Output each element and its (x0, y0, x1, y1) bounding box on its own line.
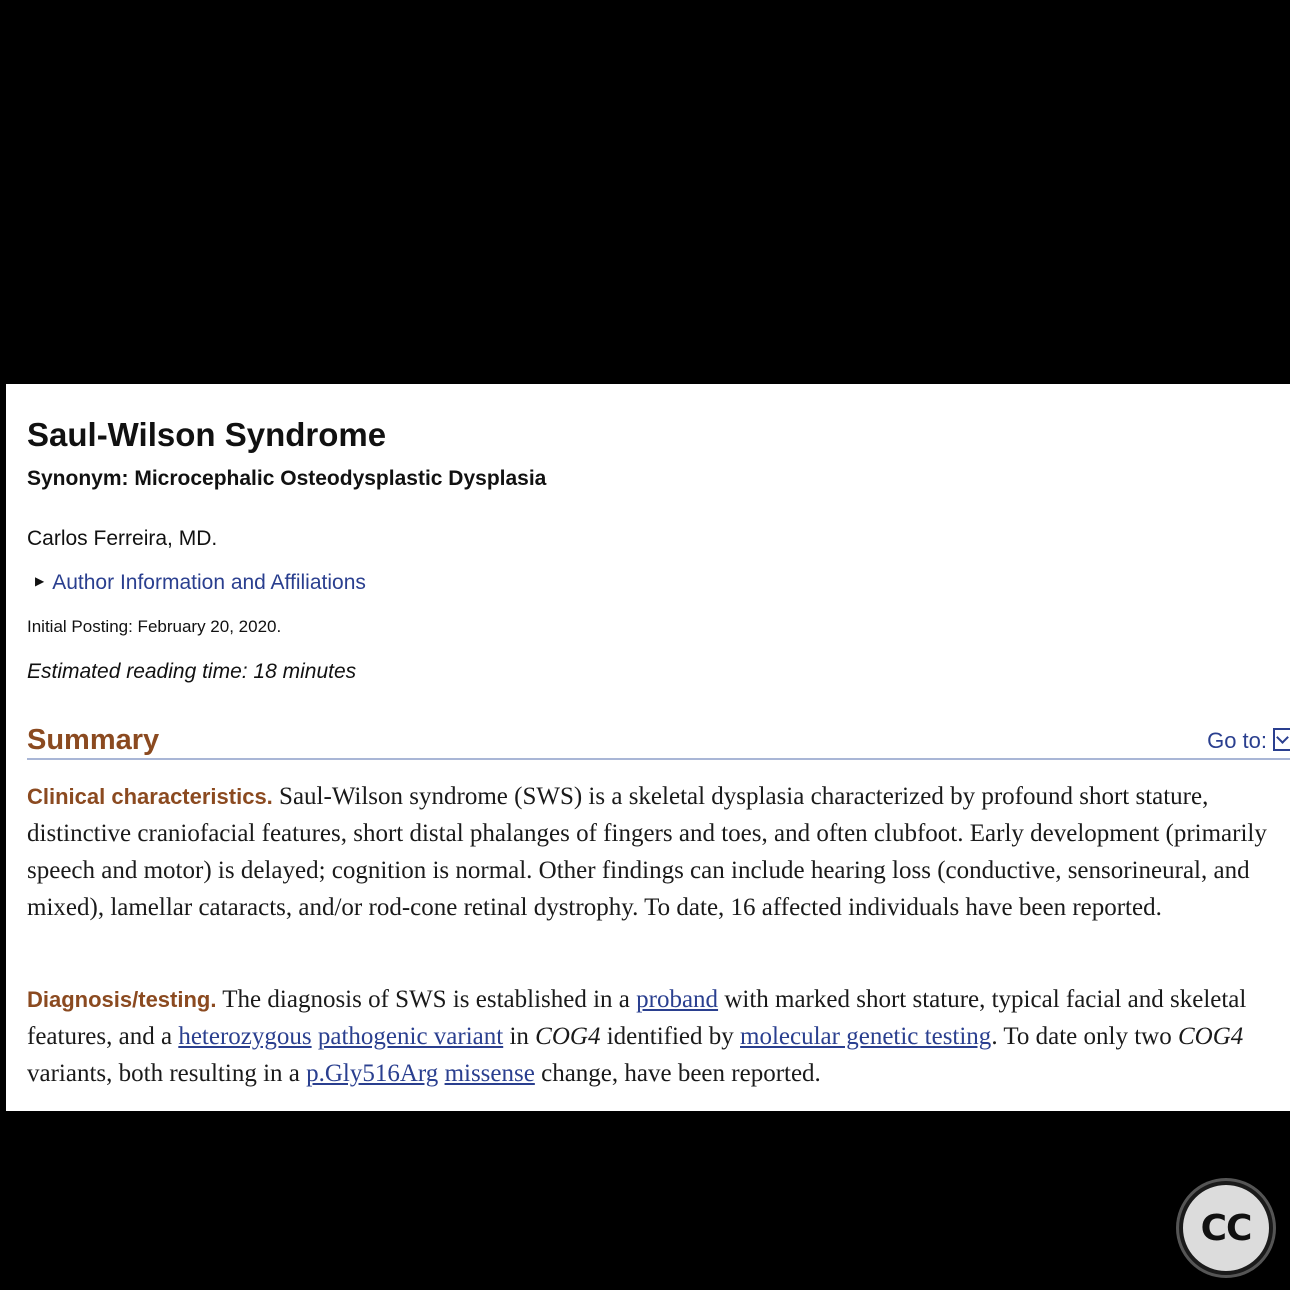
text-segment: in (503, 1023, 536, 1050)
link-missense[interactable]: missense (444, 1060, 535, 1087)
diagnosis-testing-label: Diagnosis/testing. (27, 987, 217, 1012)
author-name: Carlos Ferreira, MD. (27, 527, 218, 550)
document-page (6, 384, 1290, 1111)
text-segment: change, have been reported. (534, 1060, 821, 1087)
author-affiliations-toggle[interactable] (35, 571, 366, 595)
clinical-characteristics-paragraph (27, 778, 1290, 926)
link-molecular-genetic-testing[interactable]: molecular genetic testing (740, 1023, 992, 1050)
initial-posting: Initial Posting: February 20, 2020. (27, 617, 282, 636)
goto-dropdown[interactable] (1207, 728, 1290, 754)
gene-name: COG4 (1177, 1023, 1244, 1050)
closed-captions-button[interactable] (1179, 1181, 1273, 1275)
diagnosis-testing-paragraph (27, 981, 1290, 1092)
link-heterozygous[interactable]: heterozygous (178, 1023, 312, 1050)
author-affiliations-link[interactable]: Author Information and Affiliations (52, 571, 366, 594)
text-segment: with marked short stature, typical facial and skeletal features, and a (27, 986, 1247, 1050)
chevron-down-icon[interactable] (1273, 728, 1290, 751)
link-pathogenic-variant[interactable]: pathogenic variant (317, 1023, 504, 1050)
section-divider (27, 758, 1290, 760)
reading-time: Estimated reading time: 18 minutes (27, 660, 357, 683)
link-proband[interactable]: proband (636, 986, 719, 1013)
clinical-characteristics-text: Saul-Wilson syndrome (SWS) is a skeletal dysplasia characterized by profound short stature, distinctive craniofacial features, short distal phalanges of fingers and toes, and often clubfoot. Early development (primarily speech and motor) is delayed; cognition is normal. Other findings can include hearing loss (conductive, sensorineural, and mixed), lamellar cataracts, and/or rod-cone retinal dystrophy. To date, 16 affected individuals have been reported. (27, 783, 1267, 921)
text-segment: variants, both resulting in a (27, 1060, 307, 1087)
gene-name: COG4 (535, 1023, 601, 1050)
synonym: Synonym: Microcephalic Osteodysplastic Dysplasia (27, 467, 547, 490)
text-segment: . To date only two (991, 1023, 1178, 1050)
text-segment: identified by (600, 1023, 741, 1050)
summary-heading: Summary (27, 724, 160, 756)
cc-icon: CC (1200, 1207, 1252, 1249)
goto-label[interactable]: Go to: (1207, 728, 1267, 753)
text-segment: The diagnosis of SWS is established in a (216, 986, 637, 1013)
triangle-right-icon: ▶ (35, 574, 45, 588)
clinical-characteristics-label: Clinical characteristics. (27, 784, 273, 809)
page-title: Saul-Wilson Syndrome (27, 416, 387, 453)
link-p-gly516arg[interactable]: p.Gly516Arg (306, 1060, 439, 1087)
